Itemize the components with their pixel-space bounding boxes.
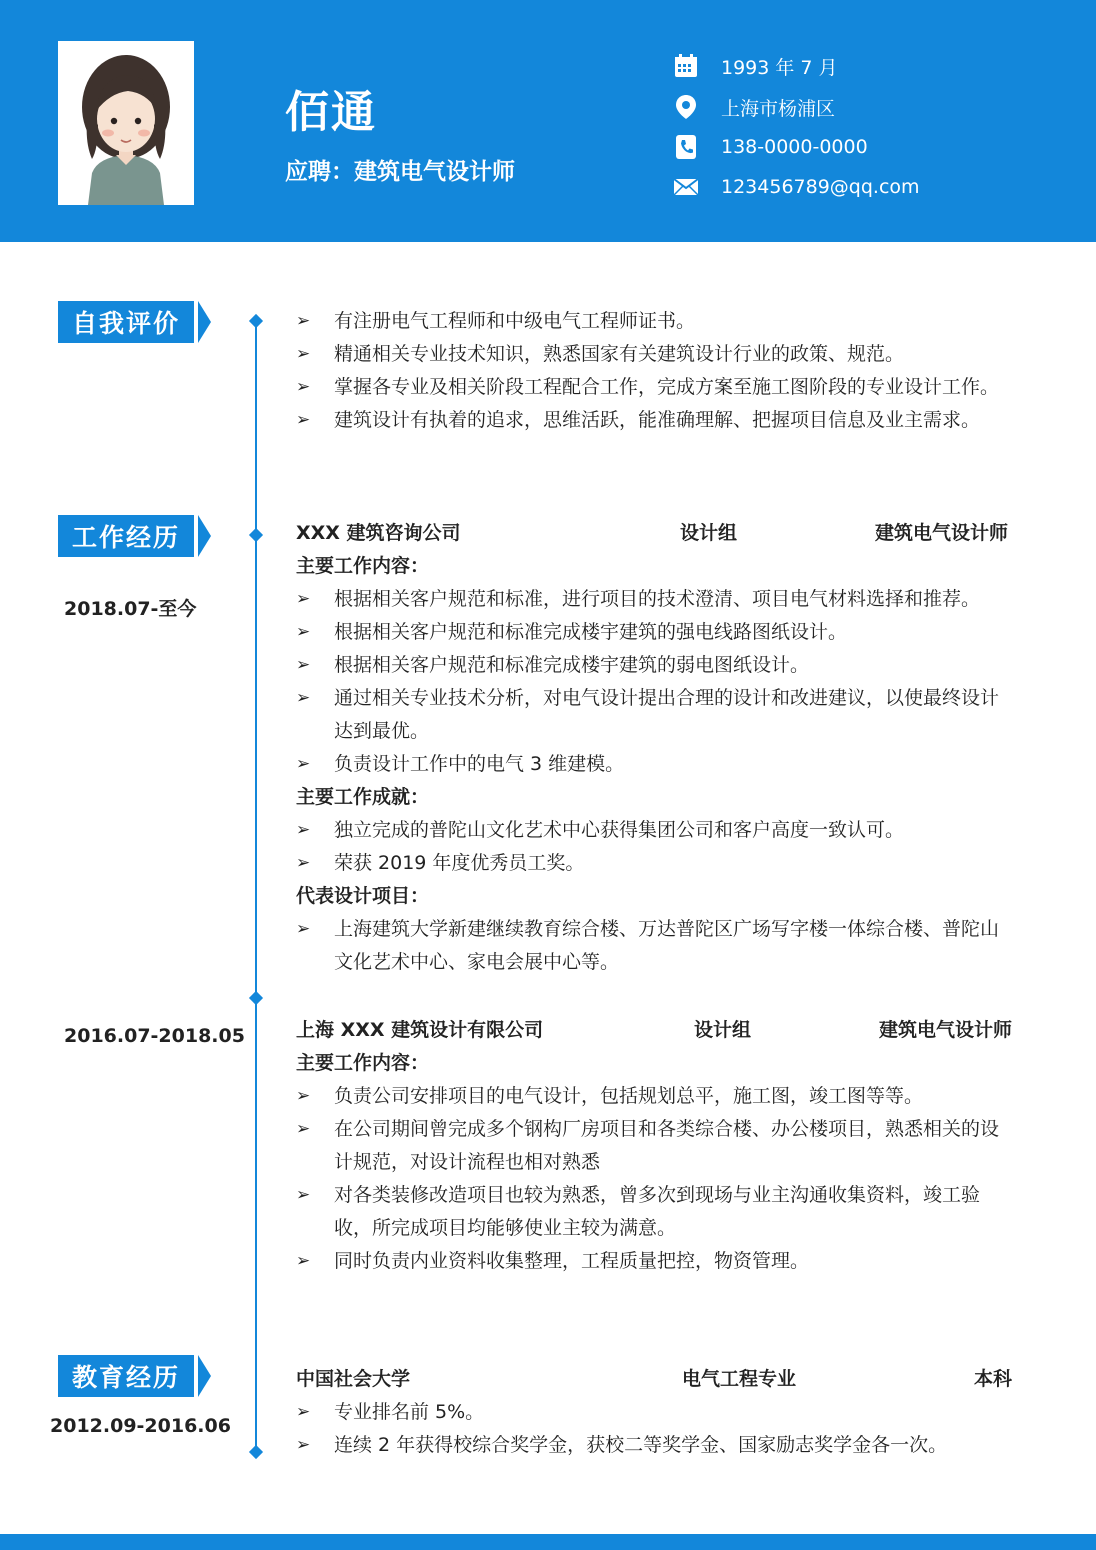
list-item: ➢ 独立完成的普陀山文化艺术中心获得集团公司和客户高度一致认可。 bbox=[296, 814, 1016, 847]
arrow-bullet-icon: ➢ bbox=[296, 1185, 311, 1205]
job-1-achievement-label: 主要工作成就： bbox=[296, 786, 430, 808]
list-item: ➢ 对各类装修改造项目也较为熟悉，曾多次到现场与业主沟通收集资料，竣工验收，所完成项目均能够使业主较为满意。 bbox=[296, 1179, 1016, 1245]
job-1-header bbox=[296, 517, 1012, 550]
timeline-node-work-1 bbox=[249, 528, 263, 542]
job-1-department: 设计组 bbox=[680, 522, 738, 544]
section-tag-arrow bbox=[198, 1355, 211, 1397]
phone-number: 138-0000-0000 bbox=[721, 136, 868, 158]
job-1-details bbox=[296, 550, 1016, 979]
list-item: ➢ 建筑设计有执着的追求，思维活跃，能准确理解、把握项目信息及业主需求。 bbox=[296, 404, 1016, 437]
location-pin-icon bbox=[672, 93, 700, 121]
candidate-name: 佰通 bbox=[285, 87, 377, 138]
arrow-bullet-icon: ➢ bbox=[296, 1086, 311, 1106]
job-1-position: 建筑电气设计师 bbox=[874, 522, 1008, 544]
arrow-bullet-icon: ➢ bbox=[296, 688, 311, 708]
email-address: 123456789@qq.com bbox=[721, 176, 920, 198]
job-2-details bbox=[296, 1047, 1016, 1278]
birth-date: 1993 年 7 月 bbox=[721, 56, 838, 79]
arrow-bullet-icon: ➢ bbox=[296, 589, 311, 609]
list-item: ➢ 根据相关客户规范和标准，进行项目的技术澄清、项目电气材料选择和推荐。 bbox=[296, 583, 1016, 616]
contact-email bbox=[672, 173, 920, 201]
timeline-node-education bbox=[249, 1445, 263, 1459]
arrow-bullet-icon: ➢ bbox=[296, 1402, 311, 1422]
job-2-department: 设计组 bbox=[694, 1019, 752, 1041]
list-item: ➢ 连续 2 年获得校综合奖学金，获校二等奖学金、国家励志奖学金各一次。 bbox=[296, 1429, 1016, 1462]
arrow-bullet-icon: ➢ bbox=[296, 919, 311, 939]
contact-phone bbox=[672, 133, 868, 161]
job-2-company: 上海 XXX 建筑设计有限公司 bbox=[296, 1019, 544, 1041]
list-item: ➢ 根据相关客户规范和标准完成楼宇建筑的强电线路图纸设计。 bbox=[296, 616, 1016, 649]
job-1-content-label: 主要工作内容： bbox=[296, 555, 430, 577]
arrow-bullet-icon: ➢ bbox=[296, 410, 311, 430]
list-item: ➢ 上海建筑大学新建继续教育综合楼、万达普陀区广场写字楼一体综合楼、普陀山文化艺术中心、家电会展中心等。 bbox=[296, 913, 1016, 979]
list-item: ➢ 通过相关专业技术分析，对电气设计提出合理的设计和改进建议，以使最终设计达到最优。 bbox=[296, 682, 1016, 748]
job-2-position: 建筑电气设计师 bbox=[878, 1019, 1012, 1041]
job-1-projects-label: 代表设计项目： bbox=[296, 885, 430, 907]
arrow-bullet-icon: ➢ bbox=[296, 1119, 311, 1139]
avatar bbox=[58, 41, 194, 205]
arrow-bullet-icon: ➢ bbox=[296, 655, 311, 675]
arrow-bullet-icon: ➢ bbox=[296, 1251, 311, 1271]
contact-birth bbox=[672, 52, 838, 80]
mail-icon bbox=[672, 173, 700, 201]
phone-icon bbox=[672, 133, 700, 161]
list-item: ➢ 负责设计工作中的电气 3 维建模。 bbox=[296, 748, 1016, 781]
education-period: 2012.09-2016.06 bbox=[50, 1415, 231, 1437]
list-item: ➢ 同时负责内业资料收集整理，工程质量把控，物资管理。 bbox=[296, 1245, 1016, 1278]
section-title-self-eval: 自我评价 bbox=[58, 301, 194, 343]
list-item: ➢ 荣获 2019 年度优秀员工奖。 bbox=[296, 847, 1016, 880]
list-item: ➢ 掌握各专业及相关阶段工程配合工作，完成方案至施工图阶段的专业设计工作。 bbox=[296, 371, 1016, 404]
footer-bar bbox=[0, 1534, 1096, 1550]
job-1-period: 2018.07-至今 bbox=[64, 598, 197, 620]
list-item: ➢ 专业排名前 5%。 bbox=[296, 1396, 1016, 1429]
timeline-line bbox=[255, 320, 257, 1453]
list-item: ➢ 有注册电气工程师和中级电气工程师证书。 bbox=[296, 305, 1016, 338]
contact-location bbox=[672, 93, 835, 121]
arrow-bullet-icon: ➢ bbox=[296, 377, 311, 397]
list-item: ➢ 根据相关客户规范和标准完成楼宇建筑的弱电图纸设计。 bbox=[296, 649, 1016, 682]
list-item: ➢ 负责公司安排项目的电气设计，包括规划总平，施工图，竣工图等等。 bbox=[296, 1080, 1016, 1113]
school-name: 中国社会大学 bbox=[296, 1368, 411, 1390]
arrow-bullet-icon: ➢ bbox=[296, 311, 311, 331]
education-list bbox=[296, 1396, 1016, 1462]
job-objective: 应聘：建筑电气设计师 bbox=[285, 159, 515, 185]
arrow-bullet-icon: ➢ bbox=[296, 820, 311, 840]
education-header bbox=[296, 1363, 1012, 1396]
self-eval-list bbox=[296, 305, 1016, 437]
arrow-bullet-icon: ➢ bbox=[296, 344, 311, 364]
degree: 本科 bbox=[973, 1368, 1012, 1390]
job-2-period: 2016.07-2018.05 bbox=[64, 1025, 245, 1047]
section-title-education: 教育经历 bbox=[58, 1355, 194, 1397]
section-tag-arrow bbox=[198, 515, 211, 557]
location-text: 上海市杨浦区 bbox=[721, 97, 836, 120]
header-banner bbox=[0, 0, 1096, 242]
avatar-illustration bbox=[58, 41, 194, 205]
job-1-company: XXX 建筑咨询公司 bbox=[296, 522, 461, 544]
list-item: ➢ 精通相关专业技术知识，熟悉国家有关建筑设计行业的政策、规范。 bbox=[296, 338, 1016, 371]
job-2-content-label: 主要工作内容： bbox=[296, 1052, 430, 1074]
job-2-header bbox=[296, 1014, 1012, 1047]
section-title-work: 工作经历 bbox=[58, 515, 194, 557]
calendar-icon bbox=[672, 52, 700, 80]
arrow-bullet-icon: ➢ bbox=[296, 853, 311, 873]
arrow-bullet-icon: ➢ bbox=[296, 1435, 311, 1455]
timeline-node-work-2 bbox=[249, 991, 263, 1005]
section-tag-arrow bbox=[198, 301, 211, 343]
major-name: 电气工程专业 bbox=[682, 1368, 797, 1390]
arrow-bullet-icon: ➢ bbox=[296, 754, 311, 774]
timeline-node-self-eval bbox=[249, 314, 263, 328]
list-item: ➢ 在公司期间曾完成多个钢构厂房项目和各类综合楼、办公楼项目，熟悉相关的设计规范，对设计流程也相对熟悉 bbox=[296, 1113, 1016, 1179]
arrow-bullet-icon: ➢ bbox=[296, 622, 311, 642]
